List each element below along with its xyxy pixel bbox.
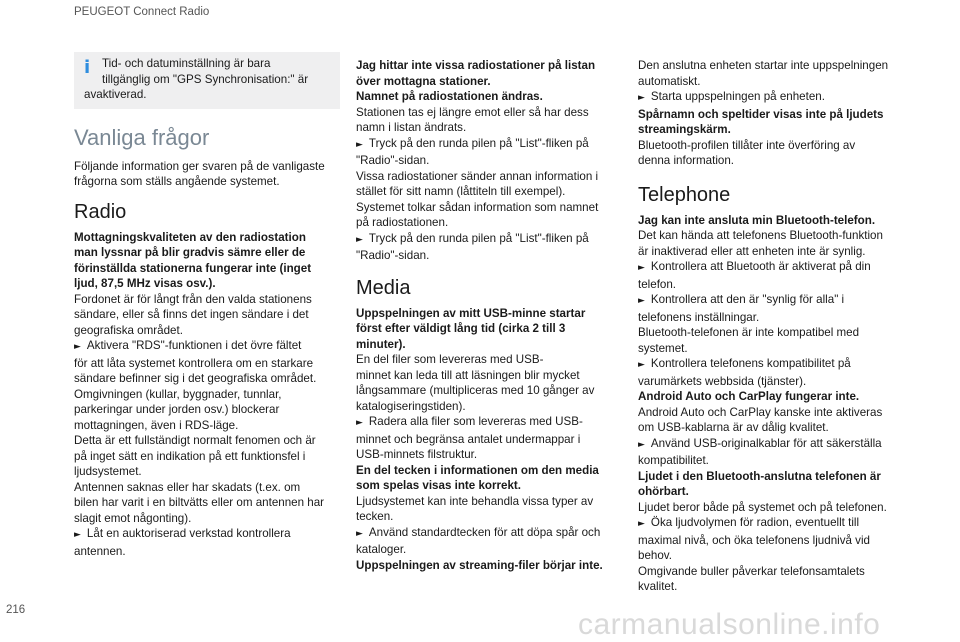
line-text: minnet kan leda till att läsningen blir mycket [356, 368, 580, 382]
line-text: Detta är ett fullständigt normalt fenomen och är [74, 434, 316, 447]
body-line [74, 511, 340, 527]
line-text: streamingskärm. [638, 123, 731, 136]
line-text: Ljudsystemet kan inte behandla vissa typer av [356, 494, 594, 508]
line-text: Ljudet beror både på systemet och på telefonen. [638, 500, 887, 514]
faq-title: Vanliga frågor [74, 124, 210, 150]
body-line [356, 184, 620, 200]
body-line [356, 352, 620, 368]
line-text: sändare befinner sig i det geografiska området. [74, 372, 317, 385]
instruction-line [74, 338, 340, 356]
line-text: Uppspelningen av streaming-filer börjar inte. [356, 558, 603, 572]
line-text: Jag hittar inte vissa radiostationer på listan [356, 59, 596, 72]
line-text: Starta uppspelningen på enheten. [650, 90, 825, 103]
line-text: Bluetooth-profilen tillåter inte överföring av [638, 138, 856, 152]
line-text: parkeringar under jorden osv.) blockerar [74, 403, 280, 416]
line-text: Kontrollera att den är "synlig för alla" i [650, 293, 845, 306]
line-text: Det kan hända att telefonens Bluetooth-funktion [638, 229, 883, 242]
arrow-icon: ► [356, 418, 363, 428]
line-text: Använd USB-originalkablar för att säkerställa [650, 436, 882, 450]
body-line [356, 368, 620, 384]
body-line [356, 542, 620, 558]
line-text: kataloger. [356, 543, 407, 556]
watermark: carmanualsonline.info [578, 608, 881, 641]
body-line [638, 453, 906, 469]
arrow-icon: ► [638, 519, 645, 529]
question-line [356, 337, 620, 353]
note-line: avaktiverad. [84, 88, 147, 101]
line-text: Fordonet är för långt från den valda stationens [74, 292, 312, 306]
column-3 [638, 58, 906, 595]
media-body-continued [638, 58, 906, 169]
body-line [356, 153, 620, 169]
body-line [638, 374, 906, 390]
instruction-line [638, 259, 906, 277]
radio-body-continued [356, 58, 620, 264]
section-title-telephone: Telephone [638, 183, 731, 206]
body-line [356, 120, 620, 136]
arrow-icon: ► [638, 439, 645, 450]
body-line [356, 399, 620, 415]
line-text: behov. [638, 549, 672, 562]
question-line [74, 276, 340, 292]
question-line [356, 306, 620, 322]
arrow-icon: ► [356, 528, 363, 539]
line-text: "Radio"-sidan. [356, 249, 430, 262]
question-line [74, 245, 340, 261]
line-text: geografiska området. [74, 323, 183, 337]
line-text: minuter). [356, 337, 406, 351]
line-text: Tryck på den runda pilen på "List"-fliken på [368, 136, 589, 150]
line-text: Systemet tolkar sådan information som namnet [356, 200, 599, 214]
body-line [638, 74, 906, 90]
telephone-body [638, 213, 906, 595]
arrow-icon: ► [638, 263, 645, 273]
line-text: Vissa radiostationer sänder annan information i [356, 169, 599, 183]
body-line [356, 105, 620, 121]
instruction-line [638, 292, 906, 310]
body-line [638, 564, 906, 580]
question-line [356, 58, 620, 74]
body-line [356, 509, 620, 525]
info-icon: i [84, 57, 91, 78]
instruction-line [74, 526, 340, 544]
instruction-line [638, 89, 906, 107]
body-line [356, 248, 620, 264]
question-line [356, 558, 620, 574]
question-line [638, 122, 906, 138]
intro-line: Följande information ger svaren på de vanligaste [74, 159, 325, 173]
instruction-line [638, 356, 906, 374]
body-line [638, 548, 906, 564]
line-text: tecken. [356, 510, 394, 523]
line-text: Spårnamn och speltider visas inte på ljudets [638, 107, 884, 121]
question-line [74, 261, 340, 277]
line-text: Tryck på den runda pilen på "List"-fliken på [368, 231, 589, 245]
question-line [356, 321, 620, 337]
line-text: Den anslutna enheten startar inte uppspelningen [638, 59, 889, 72]
arrow-icon: ► [74, 530, 81, 540]
line-text: telefon. [638, 277, 677, 291]
column-2 [356, 58, 620, 573]
line-text: kompatibilitet. [638, 454, 709, 467]
arrow-icon: ► [638, 296, 645, 306]
body-line [638, 58, 906, 74]
intro-line: frågorna som ställs angående systemet. [74, 175, 280, 188]
line-text: denna information. [638, 154, 735, 167]
line-text: först efter väldigt lång tid (cirka 2 till 3 [356, 322, 566, 335]
line-text: långsammare (multipliceras med 10 gånger av [356, 384, 595, 397]
line-text: om USB-kablarna är av dålig kvalitet. [638, 421, 829, 434]
body-line [638, 138, 906, 154]
body-line [74, 307, 340, 323]
line-text: Aktivera "RDS"-funktionen i det övre fältet [86, 339, 302, 352]
instruction-line [356, 231, 620, 249]
arrow-icon: ► [356, 139, 363, 150]
body-line [74, 402, 340, 418]
line-text: kvalitet. [638, 580, 678, 593]
line-text: "Radio"-sidan. [356, 154, 430, 167]
line-text: namn i listan ändrats. [356, 121, 467, 134]
body-line [356, 169, 620, 185]
instruction-line [356, 136, 620, 154]
line-text: telefonens inställningar. [638, 310, 760, 324]
body-line [74, 387, 340, 403]
line-text: över mottagna stationer. [356, 74, 491, 88]
section-title-media: Media [356, 276, 411, 299]
question-line [638, 107, 906, 123]
line-text: på inget sätt en indikation på ett funktionsfel i [74, 449, 306, 463]
line-text: Radera alla filer som levereras med USB- [368, 415, 583, 428]
line-text: som spelas visas inte korrekt. [356, 479, 521, 492]
question-line [356, 74, 620, 90]
body-line [356, 432, 620, 448]
instruction-line [356, 414, 620, 432]
line-text: Uppspelningen av mitt USB-minne startar [356, 306, 586, 320]
media-body [356, 306, 620, 574]
line-text: Stationen tas ej längre emot eller så har dess [356, 105, 589, 119]
question-line [356, 463, 620, 479]
line-text: ljud, 87,5 MHz visas osv.). [74, 277, 216, 290]
body-line [74, 356, 340, 372]
body-line [74, 544, 340, 560]
line-text: på radiostationen. [356, 216, 449, 229]
line-text: för att låta systemet kontrollera om en starkare [74, 356, 314, 370]
line-text: Namnet på radiostationen ändras. [356, 90, 543, 103]
line-text: maximal nivå, och öka telefonens ljudnivå vid [638, 533, 870, 547]
line-text: Kontrollera telefonens kompatibilitet på [650, 357, 851, 370]
question-line [356, 478, 620, 494]
question-line [74, 230, 340, 246]
body-line [74, 433, 340, 449]
line-text: mottagningen, även i RDS-läge. [74, 418, 239, 432]
section-title-radio: Radio [74, 200, 127, 223]
note-line: Tid- och datuminställning är bara [102, 57, 271, 70]
line-text: man lyssnar på blir gradvis sämre eller de [74, 246, 306, 259]
line-text: varumärkets webbsida (tjänster). [638, 374, 807, 388]
question-line [638, 469, 906, 485]
line-text: bilen har varit i en biltvätts eller om antennen har [74, 496, 325, 509]
line-text: Android Auto och CarPlay kanske inte aktiveras [638, 405, 883, 419]
arrow-icon: ► [638, 93, 645, 103]
radio-body [74, 230, 340, 560]
body-line [638, 310, 906, 326]
line-text: förinställda stationerna fungerar inte (inget [74, 261, 312, 275]
body-line [74, 449, 340, 465]
question-line [638, 213, 906, 229]
line-text: Använd standardtecken för att döpa spår och [368, 525, 601, 539]
line-text: USB-minnets filstruktur. [356, 448, 478, 461]
question-line [638, 484, 906, 500]
line-text: Låt en auktoriserad verkstad kontrollera [86, 527, 291, 540]
line-text: systemet. [638, 341, 688, 355]
note-line: tillgänglig om "GPS Synchronisation:" är [102, 72, 309, 86]
body-line [74, 495, 340, 511]
body-line [638, 341, 906, 357]
body-line [638, 244, 906, 260]
body-line [356, 215, 620, 231]
body-line [356, 447, 620, 463]
running-header: PEUGEOT Connect Radio [74, 6, 210, 18]
line-text: Android Auto och CarPlay fungerar inte. [638, 390, 860, 403]
faq-intro [74, 159, 340, 190]
body-line [74, 464, 340, 480]
body-line [356, 494, 620, 510]
line-text: minnet och begränsa antalet undermappar i [356, 432, 581, 446]
body-line [638, 153, 906, 169]
instruction-line [356, 525, 620, 543]
question-line [638, 389, 906, 405]
body-line [74, 418, 340, 434]
body-line [74, 323, 340, 339]
page-number: 216 [6, 604, 26, 616]
line-text: ohörbart. [638, 485, 689, 498]
line-text: En del filer som levereras med USB- [356, 353, 544, 366]
body-line [638, 533, 906, 549]
line-text: Mottagningskvaliteten av den radiostation [74, 230, 306, 244]
body-line [638, 277, 906, 293]
line-text: Kontrollera att Bluetooth är aktiverat på din [650, 260, 871, 273]
line-text: Jag kan inte ansluta min Bluetooth-telefon. [638, 213, 876, 227]
arrow-icon: ► [638, 360, 645, 370]
question-line [356, 89, 620, 105]
body-line [74, 371, 340, 387]
line-text: ljudsystemet. [74, 465, 142, 478]
line-text: är inaktiverad eller att enheten inte är synlig. [638, 244, 866, 258]
line-text: Omgivande buller påverkar telefonsamtalets [638, 564, 865, 578]
column-1 [74, 52, 340, 559]
body-line [74, 292, 340, 308]
body-line [356, 383, 620, 399]
line-text: Bluetooth-telefonen är inte kompatibel med [638, 326, 860, 339]
line-text: Omgivningen (kullar, byggnader, tunnlar, [74, 387, 282, 401]
body-line [74, 480, 340, 496]
body-line [638, 500, 906, 516]
arrow-icon: ► [74, 342, 81, 352]
line-text: En del tecken i informationen om den media [356, 463, 599, 477]
body-line [638, 325, 906, 341]
line-text: slagit emot någonting). [74, 511, 192, 525]
line-text: stället för sitt namn (låttiteln till exempel). [356, 185, 566, 198]
line-text: Öka ljudvolymen för radion, eventuellt till [650, 516, 860, 529]
line-text: Antennen saknas eller har skadats (t.ex. om [74, 480, 301, 494]
body-line [638, 579, 906, 595]
instruction-line [638, 515, 906, 533]
line-text: antennen. [74, 544, 126, 558]
body-line [638, 420, 906, 436]
note-text [84, 56, 330, 87]
body-line [638, 405, 906, 421]
line-text: Ljudet i den Bluetooth-anslutna telefonen är [638, 469, 881, 483]
line-text: automatiskt. [638, 74, 701, 88]
line-text: sändare, eller så finns det ingen sändare i det [74, 308, 309, 321]
line-text: katalogiseringstiden). [356, 399, 466, 413]
info-note [74, 52, 340, 109]
instruction-line [638, 436, 906, 454]
body-line [638, 228, 906, 244]
body-line [356, 200, 620, 216]
arrow-icon: ► [356, 234, 363, 245]
